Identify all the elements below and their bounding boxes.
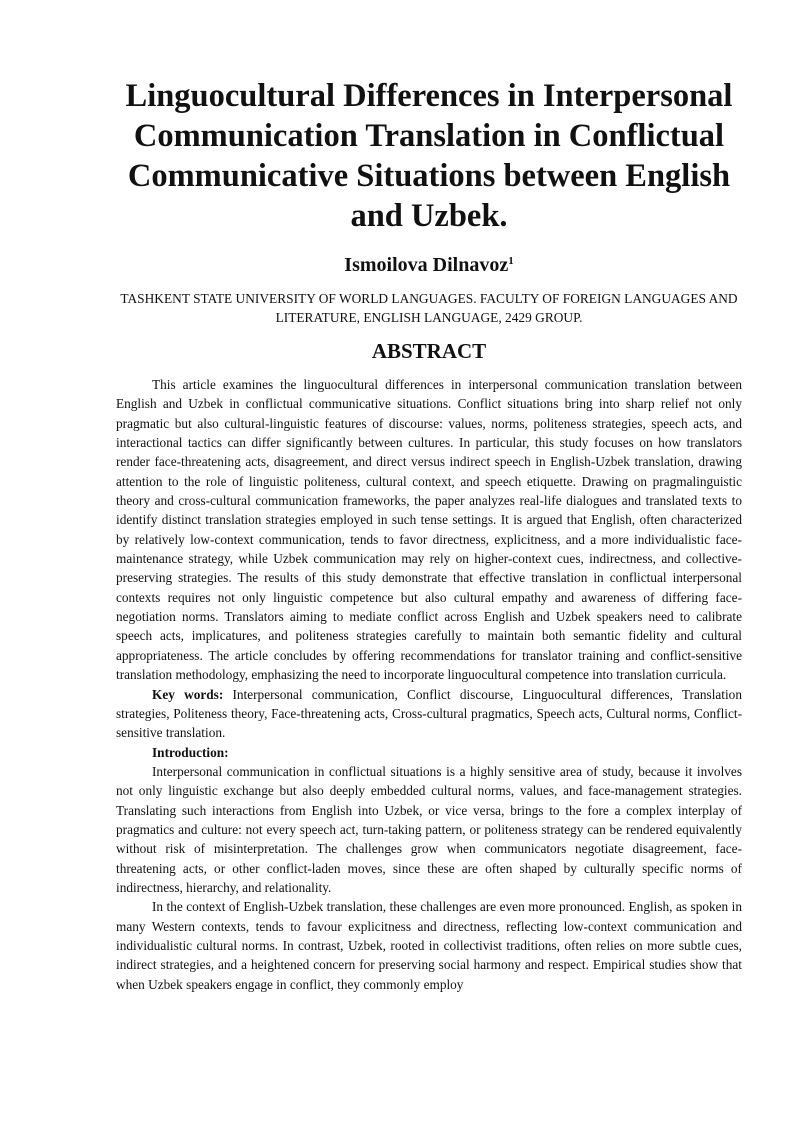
introduction-paragraph-2: In the context of English-Uzbek translation, these challenges are even more pronounced. English, as spoken in many Western contexts, tends to favour explicitness and directness, reflecting low-context communication and individualistic cultural norms. In contrast, Uzbek, rooted in collectivist traditions, often relies on more subtle cues, indirect strategies, and a heightened concern for preserving social harmony and respect. Empirical studies show that when Uzbek speakers engage in conflict, they commonly employ xyxy=(116,899,742,992)
introduction-paragraph-1: Interpersonal communication in conflictual situations is a highly sensitive area of study, because it involves not only linguistic exchange but also deeply embedded cultural norms, values, and face-management strategies. Translating such interactions from English into Uzbek, or vice versa, brings to the fore a complex interplay of pragmatics and culture: not every speech act, turn-taking pattern, or politeness strategy can be rendered equivalently without risk of misinterpretation. The challenges grow when communicators negotiate disagreement, face-threatening acts, or other conflict-laden moves, since these are often shaped by culturally specific norms of indirectness, hierarchy, and relationality. xyxy=(116,763,742,895)
abstract-heading: ABSTRACT xyxy=(371,339,487,363)
introduction-heading-line xyxy=(116,743,742,762)
keywords-label: Key words: xyxy=(152,686,224,702)
author-footnote-marker: 1 xyxy=(508,255,514,267)
keywords xyxy=(116,685,742,743)
abstract-body: This article examines the linguocultural differences in interpersonal communication translation between English and Uzbek in conflictual communicative situations. Conflict situations bring into sharp relief not only pragmatic but also cultural-linguistic features of discourse: values, norms, politeness strategies, speech acts, and interactional tactics can differ significantly between cultures. In particular, this study focuses on how translators render face-threatening acts, disagreement, and direct versus indirect speech in English-Uzbek translation, drawing attention to the role of linguistic politeness, cultural context, and speech etiquette. Drawing on pragmalinguistic theory and cross-cultural communication frameworks, the paper analyzes real-life dialogues and translated texts to identify distinct translation strategies employed in such tense settings. It is argued that English, often characterized by relatively low-context communication, tends to favor directness, explicitness, and a more individualistic face-maintenance strategy, while Uzbek communication may rely on higher-context cues, indirectness, and collective-preserving strategies. The results of this study demonstrate that effective translation in conflictual interpersonal contexts requires not only linguistic competence but also cultural empathy and awareness of differing face-negotiation norms. Translators aiming to mediate conflict across English and Uzbek speakers need to calibrate speech acts, implicatures, and politeness strategies carefully to maintain both semantic fidelity and cultural appropriateness. The article concludes by offering recommendations for translator training and conflict-sensitive translation methodology, emphasizing the need to incorporate linguocultural competence into translation curricula. xyxy=(116,377,742,683)
keywords-text: Interpersonal communication, Conflict discourse, Linguocultural differences, Translation strategies, Politeness theory, Face-threatening acts, Cross-cultural pragmatics, Speech acts, Cultural norms, Conflict-sensitive translation. xyxy=(116,686,742,741)
paper-title: Linguocultural Differences in Interpersonal Communication Translation in Conflictual Communicative Situations between English and Uzbek. xyxy=(125,78,733,234)
author-line xyxy=(116,249,742,277)
paper-page xyxy=(116,72,742,994)
affiliation: TASHKENT STATE UNIVERSITY OF WORLD LANGUAGES. FACULTY OF FOREIGN LANGUAGES AND LITERATURE, ENGLISH LANGUAGE, 2429 GROUP. xyxy=(120,291,738,325)
introduction-heading: Introduction: xyxy=(152,744,229,760)
author-name: Ismoilova Dilnavoz xyxy=(344,254,509,276)
